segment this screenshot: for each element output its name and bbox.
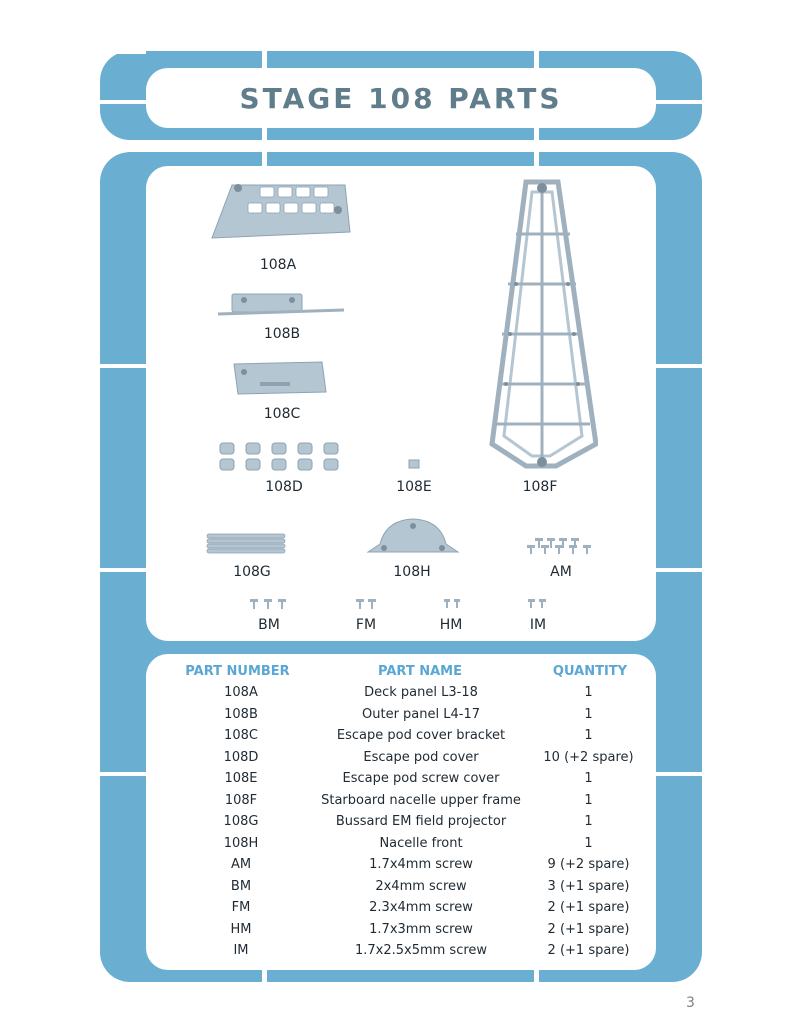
- part-label: FM: [355, 617, 377, 633]
- part-108d-image: [218, 442, 346, 472]
- part-108c-image: [230, 360, 330, 398]
- frame-divider: [534, 51, 539, 68]
- part-im-image: [526, 598, 550, 610]
- part-number-cell: IM: [233, 943, 249, 958]
- part-number-cell: AM: [230, 857, 252, 872]
- part-label: 108E: [396, 479, 432, 495]
- part-number-cell: HM: [230, 921, 252, 937]
- part-label: 108D: [265, 479, 303, 495]
- page-title: STAGE 108 PARTS: [239, 81, 563, 115]
- frame-divider: [100, 51, 146, 54]
- quantity-cell: 9 (+2 spare): [547, 857, 630, 872]
- frame-divider: [100, 100, 146, 104]
- frame-divider: [534, 128, 539, 140]
- frame-divider: [100, 772, 146, 776]
- part-108g-image: [205, 533, 287, 555]
- table-row: [146, 814, 656, 836]
- quantity-cell: 1: [584, 771, 593, 786]
- part-number-cell: 108G: [223, 814, 259, 829]
- part-label: IM: [529, 617, 547, 633]
- part-number-cell: 108D: [223, 749, 259, 765]
- part-108b-image: [214, 290, 346, 320]
- quantity-cell: 1: [584, 728, 593, 743]
- table-row: [146, 943, 656, 965]
- table-row: [146, 836, 656, 858]
- frame-divider: [100, 364, 146, 368]
- part-label: BM: [258, 617, 280, 633]
- quantity-cell: 1: [584, 814, 593, 829]
- part-bm-image: [248, 598, 290, 610]
- frame-divider: [262, 152, 267, 166]
- part-hm-image: [442, 598, 464, 610]
- frame-divider: [656, 772, 702, 776]
- part-108a-image: [210, 180, 355, 245]
- frame-divider: [656, 364, 702, 368]
- part-label: 108C: [263, 406, 301, 422]
- part-name-cell: 2.3x4mm screw: [369, 900, 473, 915]
- part-label: AM: [550, 564, 572, 580]
- part-108e-image: [408, 459, 420, 469]
- table-row: [146, 857, 656, 879]
- part-fm-image: [354, 598, 380, 610]
- table-row: [146, 728, 656, 750]
- part-number-cell: 108E: [224, 771, 258, 786]
- part-number-cell: BM: [230, 878, 252, 894]
- quantity-cell: 10 (+2 spare): [543, 749, 634, 765]
- frame-divider: [534, 970, 539, 982]
- part-name-cell: 2x4mm screw: [375, 878, 467, 894]
- part-108f-image: [486, 174, 598, 470]
- part-name-cell: Escape pod cover: [363, 749, 479, 765]
- part-name-cell: Starboard nacelle upper frame: [321, 792, 521, 808]
- table-row: [146, 900, 656, 922]
- part-number-cell: 108A: [224, 685, 258, 700]
- part-name-cell: 1.7x2.5x5mm screw: [354, 943, 488, 958]
- part-name-cell: 1.7x3mm screw: [369, 921, 473, 937]
- column-header-part-number: PART NUMBER: [185, 664, 290, 679]
- part-name-cell: 1.7x4mm screw: [369, 857, 473, 872]
- part-number-cell: FM: [231, 900, 251, 915]
- quantity-cell: 1: [584, 792, 593, 808]
- part-label: 108G: [233, 564, 271, 580]
- part-number-cell: 108B: [224, 706, 258, 722]
- part-name-cell: Deck panel L3-18: [364, 685, 478, 700]
- column-header-quantity: QUANTITY: [552, 664, 628, 679]
- part-label: 108A: [259, 257, 297, 273]
- table-row: [146, 793, 656, 815]
- part-name-cell: Nacelle front: [379, 835, 463, 851]
- quantity-cell: 1: [584, 685, 593, 700]
- part-label: HM: [439, 617, 463, 633]
- quantity-cell: 2 (+1 spare): [547, 921, 630, 937]
- frame-divider: [262, 51, 267, 68]
- table-row: [146, 707, 656, 729]
- part-number-cell: 108F: [224, 792, 258, 808]
- table-row: [146, 879, 656, 901]
- frame-divider: [262, 970, 267, 982]
- table-row: [146, 685, 656, 707]
- table-row: [146, 922, 656, 944]
- quantity-cell: 2 (+1 spare): [547, 943, 630, 958]
- part-number-cell: 108C: [224, 728, 258, 743]
- part-label: 108H: [393, 564, 431, 580]
- quantity-cell: 3 (+1 spare): [547, 878, 630, 894]
- part-label: 108B: [263, 326, 301, 342]
- quantity-cell: 1: [584, 706, 593, 722]
- frame-divider: [656, 568, 702, 572]
- part-name-cell: Escape pod cover bracket: [336, 728, 506, 743]
- page-number: 3: [686, 995, 695, 1011]
- table-row: [146, 750, 656, 772]
- quantity-cell: 2 (+1 spare): [547, 900, 630, 915]
- frame-divider: [656, 100, 702, 104]
- part-am-image: [525, 537, 605, 555]
- column-header-part-name: PART NAME: [378, 664, 462, 679]
- frame-divider: [262, 128, 267, 140]
- part-name-cell: Bussard EM field projector: [335, 814, 507, 829]
- part-name-cell: Outer panel L4-17: [362, 706, 480, 722]
- part-108h-image: [366, 516, 460, 556]
- frame-divider: [100, 568, 146, 572]
- table-row: [146, 771, 656, 793]
- quantity-cell: 1: [584, 835, 593, 851]
- part-number-cell: 108H: [223, 835, 259, 851]
- part-label: 108F: [522, 479, 558, 495]
- part-name-cell: Escape pod screw cover: [342, 771, 500, 786]
- frame-divider: [534, 152, 539, 166]
